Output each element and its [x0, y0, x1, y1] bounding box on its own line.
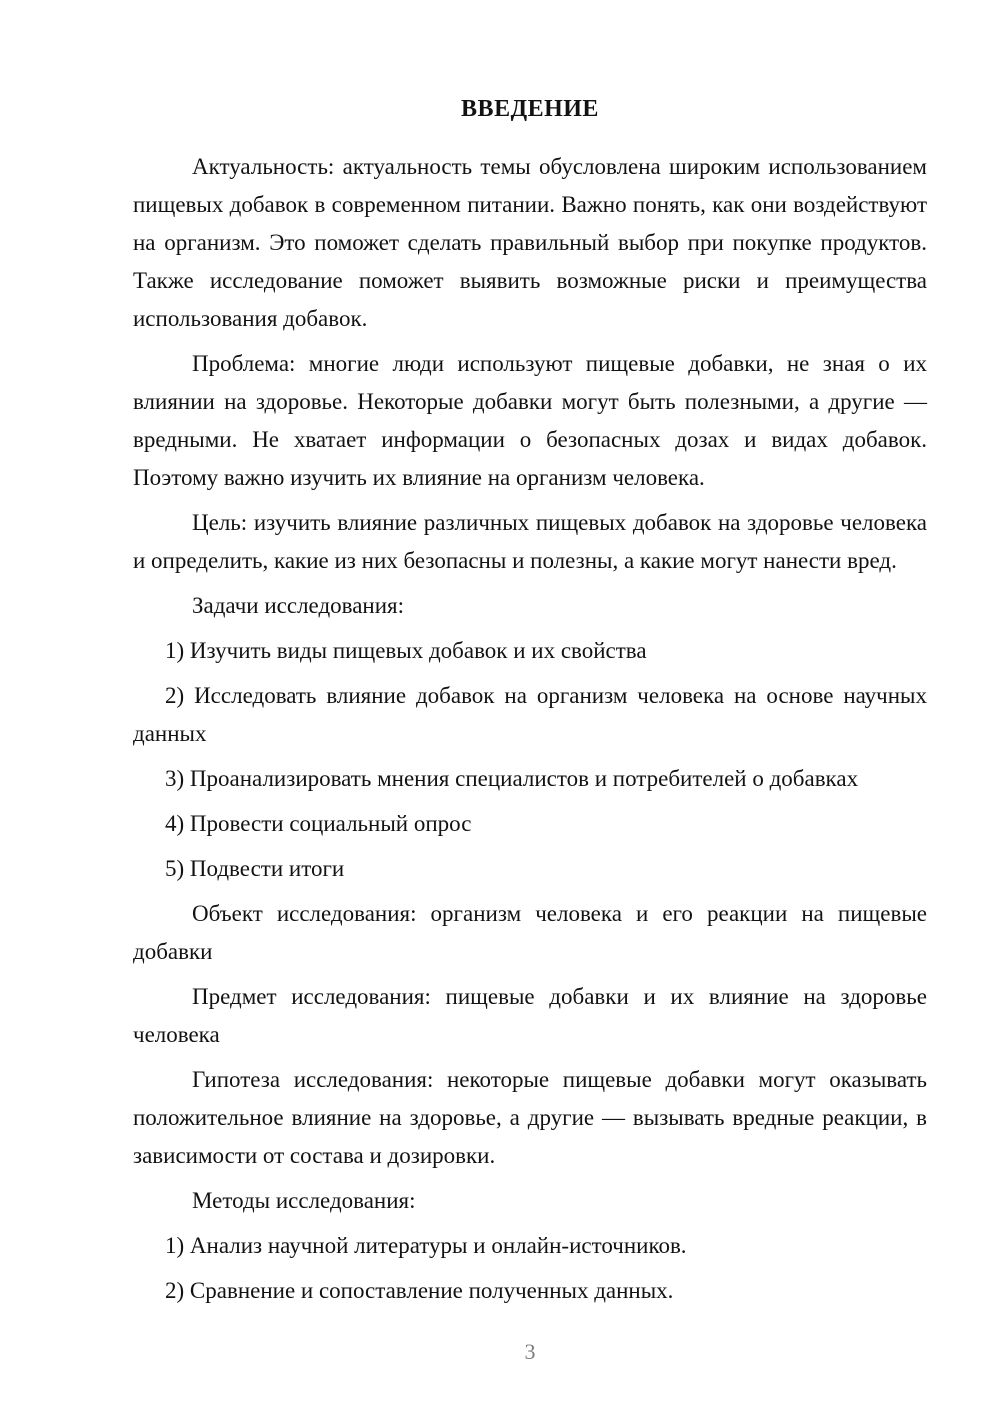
paragraph-aktualnost: Актуальность: актуальность темы обусловлена широким использованием пищевых добавок в современном питании. Важно понять, как они воздействуют на организм. Это поможет сделать правильный выбор при покупке продуктов. Также исследование поможет выявить возможные риски и преимущества использования добавок. — [133, 154, 927, 331]
paragraph-problema: Проблема: многие люди используют пищевые добавки, не зная о их влиянии на здоровье. Некоторые добавки могут быть полезными, а другие — вредными. Не хватает информации о безопасных дозах и видах добавок. Поэтому важно изучить их влияние на организм человека. — [133, 351, 927, 490]
paragraph-obekt: Объект исследования: организм человека и его реакции на пищевые добавки — [133, 901, 927, 964]
list-item-task-3: 3) Проанализировать мнения специалистов и потребителей о добавках — [165, 766, 859, 791]
paragraph-metody-heading: Методы исследования: — [192, 1188, 416, 1213]
paragraph-gipoteza: Гипотеза исследования: некоторые пищевые добавки могут оказывать положительное влияние на здоровье, а другие — вызывать вредные реакции, в зависимости от состава и дозировки. — [133, 1067, 927, 1168]
page-number: 3 — [524, 1339, 536, 1364]
paragraph-tsel: Цель: изучить влияние различных пищевых добавок на здоровье человека и определить, какие из них безопасны и полезны, а какие могут нанести вред. — [133, 510, 927, 573]
list-item-method-1: 1) Анализ научной литературы и онлайн-источников. — [165, 1233, 687, 1258]
paragraph-zadachi-heading: Задачи исследования: — [192, 593, 405, 618]
list-item-task-2: 2) Исследовать влияние добавок на организм человека на основе научных данных — [133, 683, 927, 746]
paragraph-predmet: Предмет исследования: пищевые добавки и их влияние на здоровье человека — [133, 984, 927, 1047]
list-item-task-4: 4) Провести социальный опрос — [165, 811, 472, 836]
page-title: ВВЕДЕНИЕ — [461, 96, 599, 122]
list-item-task-5: 5) Подвести итоги — [165, 856, 345, 881]
list-item-task-1: 1) Изучить виды пищевых добавок и их свойства — [165, 638, 647, 663]
list-item-method-2: 2) Сравнение и сопоставление полученных данных. — [165, 1278, 674, 1303]
